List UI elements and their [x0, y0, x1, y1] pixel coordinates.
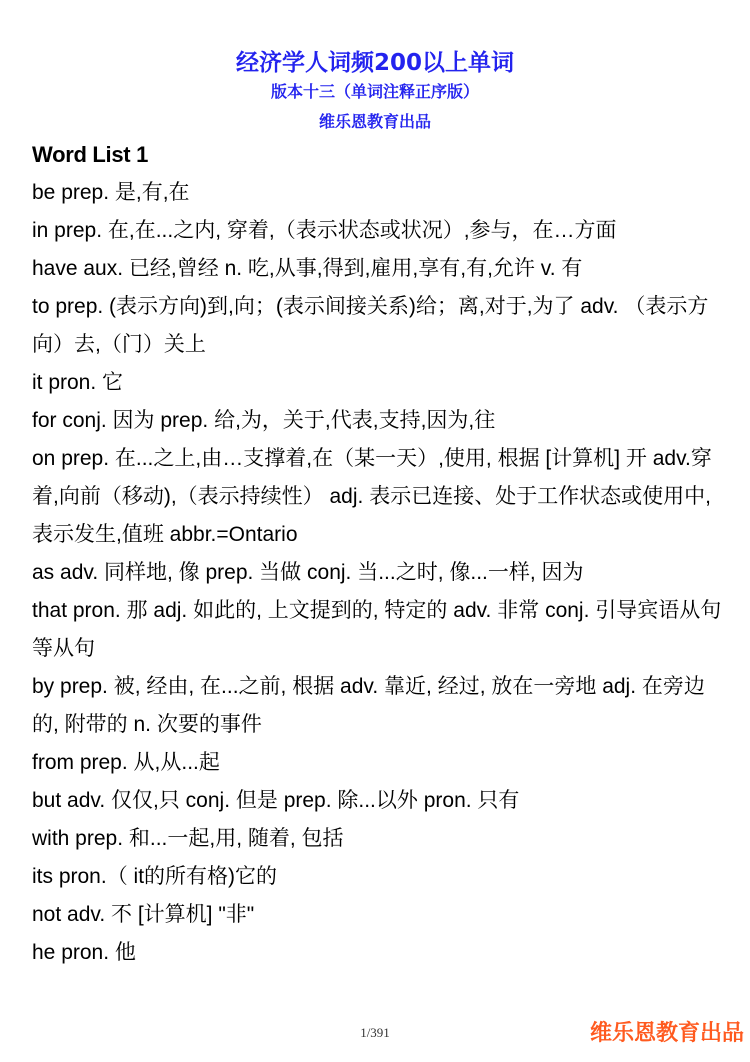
word-entry: be prep. 是,有,在 [32, 181, 190, 204]
word-entry: for conj. 因为 prep. 给,为，关于,代表,支持,因为,往 [32, 409, 496, 432]
word-entry: in prep. 在,在...之内, 穿着,（表示状态或状况）,参与，在…方面 [32, 219, 617, 242]
word-entry: it pron. 它 [32, 371, 124, 394]
word-entry: that pron. 那 adj. 如此的, 上文提到的, 特定的 adv. 非常 conj. 引导宾语从句等从句 [32, 599, 722, 660]
word-entry: have aux. 已经,曾经 n. 吃,从事,得到,雇用,享有,有,允许 v. 有 [32, 257, 583, 280]
word-list-heading: Word List 1 [32, 142, 149, 167]
watermark-logo: 维乐恩教育出品 [590, 1021, 745, 1046]
word-entry: but adv. 仅仅,只 conj. 但是 prep. 除...以外 pron. 只有 [32, 789, 520, 812]
word-entry: by prep. 被, 经由, 在...之前, 根据 adv. 靠近, 经过, 放在一旁地 adj. 在旁边的, 附带的 n. 次要的事件 [32, 675, 705, 736]
word-entry: with prep. 和...一起,用, 随着, 包括 [32, 827, 344, 850]
word-entry: its pron.（ it的所有格)它的 [32, 865, 278, 888]
word-entry: he pron. 他 [32, 941, 136, 964]
word-entries [32, 174, 722, 972]
document-subtitle: 版本十三（单词注释正序版） [270, 82, 479, 101]
word-entry: to prep. (表示方向)到,向；(表示间接关系)给；离,对于,为了 adv. （表示方向）去,（门）关上 [32, 295, 709, 356]
page-number: 1/391 [360, 1025, 390, 1040]
document-title: 经济学人词频200以上单词 [235, 50, 514, 76]
word-entry: not adv. 不 [计算机] "非" [32, 903, 255, 926]
word-entry: from prep. 从,从...起 [32, 751, 220, 774]
word-entry: on prep. 在...之上,由…支撑着,在（某一天）,使用, 根据 [计算机] 开 adv.穿着,向前（移动),（表示持续性） adj. 表示已连接、处于工作状态或使用中,表示发生,值班 abbr.=Ontario [32, 447, 712, 546]
publisher-line: 维乐恩教育出品 [318, 112, 431, 131]
word-entry: as adv. 同样地, 像 prep. 当做 conj. 当...之时, 像...一样, 因为 [32, 561, 584, 584]
